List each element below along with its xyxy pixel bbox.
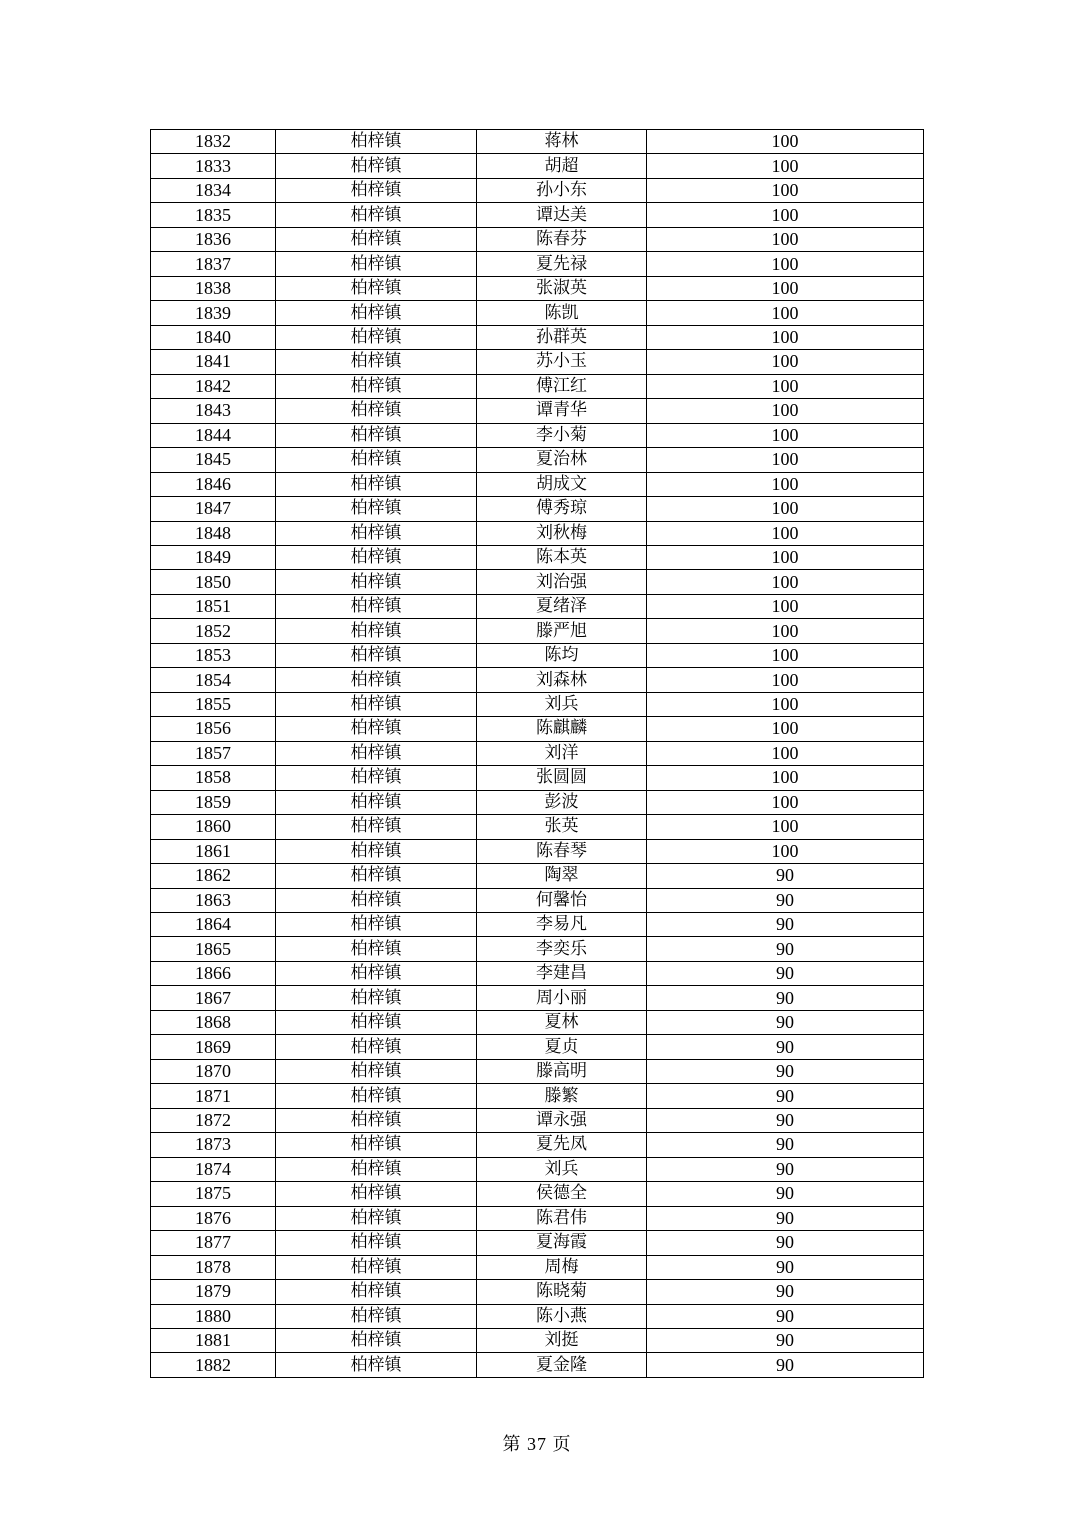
row-number-cell: 1841 (151, 350, 276, 374)
row-number-cell: 1840 (151, 325, 276, 349)
name-cell: 陈本英 (477, 545, 647, 569)
row-number-cell: 1874 (151, 1157, 276, 1181)
row-number-cell: 1859 (151, 790, 276, 814)
row-number-cell: 1832 (151, 130, 276, 154)
name-cell: 李建昌 (477, 961, 647, 985)
town-cell: 柏梓镇 (276, 1108, 477, 1132)
row-number-cell: 1849 (151, 545, 276, 569)
amount-cell: 100 (647, 301, 924, 325)
row-number-cell: 1865 (151, 937, 276, 961)
table-row (151, 815, 924, 839)
name-cell: 李小菊 (477, 423, 647, 447)
name-cell: 夏先凤 (477, 1133, 647, 1157)
table-row (151, 741, 924, 765)
town-cell: 柏梓镇 (276, 497, 477, 521)
row-number-cell: 1868 (151, 1010, 276, 1034)
town-cell: 柏梓镇 (276, 594, 477, 618)
table-row (151, 1231, 924, 1255)
name-cell: 孙群英 (477, 325, 647, 349)
town-cell: 柏梓镇 (276, 766, 477, 790)
table-row (151, 1157, 924, 1181)
town-cell: 柏梓镇 (276, 1133, 477, 1157)
row-number-cell: 1872 (151, 1108, 276, 1132)
amount-cell: 100 (647, 472, 924, 496)
row-number-cell: 1882 (151, 1353, 276, 1377)
row-number-cell: 1836 (151, 227, 276, 251)
page-number: 第 37 页 (502, 1434, 572, 1454)
town-cell: 柏梓镇 (276, 178, 477, 202)
town-cell: 柏梓镇 (276, 1255, 477, 1279)
row-number-cell: 1853 (151, 643, 276, 667)
amount-cell: 100 (647, 545, 924, 569)
town-cell: 柏梓镇 (276, 913, 477, 937)
town-cell: 柏梓镇 (276, 1353, 477, 1377)
name-cell: 刘挺 (477, 1328, 647, 1352)
table-row (151, 448, 924, 472)
name-cell: 刘秋梅 (477, 521, 647, 545)
amount-cell: 100 (647, 399, 924, 423)
table-row (151, 619, 924, 643)
table-row (151, 717, 924, 741)
amount-cell: 90 (647, 1059, 924, 1083)
row-number-cell: 1879 (151, 1280, 276, 1304)
name-cell: 傅江红 (477, 374, 647, 398)
amount-cell: 90 (647, 888, 924, 912)
table-row (151, 227, 924, 251)
amount-cell: 90 (647, 1206, 924, 1230)
table-row (151, 545, 924, 569)
town-cell: 柏梓镇 (276, 692, 477, 716)
amount-cell: 90 (647, 937, 924, 961)
table-row (151, 1280, 924, 1304)
amount-cell: 90 (647, 1010, 924, 1034)
town-cell: 柏梓镇 (276, 864, 477, 888)
town-cell: 柏梓镇 (276, 1010, 477, 1034)
town-cell: 柏梓镇 (276, 227, 477, 251)
row-number-cell: 1871 (151, 1084, 276, 1108)
row-number-cell: 1870 (151, 1059, 276, 1083)
row-number-cell: 1838 (151, 276, 276, 300)
table-row (151, 178, 924, 202)
row-number-cell: 1852 (151, 619, 276, 643)
row-number-cell: 1867 (151, 986, 276, 1010)
table-row (151, 1304, 924, 1328)
row-number-cell: 1847 (151, 497, 276, 521)
row-number-cell: 1833 (151, 154, 276, 178)
amount-cell: 100 (647, 790, 924, 814)
town-cell: 柏梓镇 (276, 130, 477, 154)
town-cell: 柏梓镇 (276, 1182, 477, 1206)
amount-cell: 90 (647, 1084, 924, 1108)
row-number-cell: 1877 (151, 1231, 276, 1255)
row-number-cell: 1843 (151, 399, 276, 423)
name-cell: 刘兵 (477, 692, 647, 716)
row-number-cell: 1856 (151, 717, 276, 741)
table-row (151, 130, 924, 154)
town-cell: 柏梓镇 (276, 717, 477, 741)
name-cell: 陈晓菊 (477, 1280, 647, 1304)
row-number-cell: 1846 (151, 472, 276, 496)
roster-table-body (151, 130, 924, 1378)
name-cell: 陈麒麟 (477, 717, 647, 741)
amount-cell: 90 (647, 864, 924, 888)
town-cell: 柏梓镇 (276, 1059, 477, 1083)
amount-cell: 100 (647, 717, 924, 741)
name-cell: 夏林 (477, 1010, 647, 1034)
table-row (151, 790, 924, 814)
name-cell: 侯德全 (477, 1182, 647, 1206)
amount-cell: 90 (647, 1304, 924, 1328)
amount-cell: 90 (647, 1255, 924, 1279)
table-row (151, 1206, 924, 1230)
amount-cell: 100 (647, 741, 924, 765)
name-cell: 孙小东 (477, 178, 647, 202)
town-cell: 柏梓镇 (276, 1035, 477, 1059)
name-cell: 夏绪泽 (477, 594, 647, 618)
amount-cell: 100 (647, 815, 924, 839)
amount-cell: 90 (647, 986, 924, 1010)
table-row (151, 301, 924, 325)
table-row (151, 570, 924, 594)
name-cell: 刘洋 (477, 741, 647, 765)
name-cell: 胡成文 (477, 472, 647, 496)
amount-cell: 100 (647, 130, 924, 154)
row-number-cell: 1851 (151, 594, 276, 618)
table-row (151, 350, 924, 374)
table-row (151, 325, 924, 349)
town-cell: 柏梓镇 (276, 276, 477, 300)
amount-cell: 100 (647, 668, 924, 692)
town-cell: 柏梓镇 (276, 1231, 477, 1255)
amount-cell: 90 (647, 1328, 924, 1352)
name-cell: 何馨怡 (477, 888, 647, 912)
row-number-cell: 1878 (151, 1255, 276, 1279)
row-number-cell: 1837 (151, 252, 276, 276)
town-cell: 柏梓镇 (276, 937, 477, 961)
amount-cell: 100 (647, 154, 924, 178)
table-row (151, 1182, 924, 1206)
table-row (151, 937, 924, 961)
name-cell: 陈凯 (477, 301, 647, 325)
town-cell: 柏梓镇 (276, 815, 477, 839)
amount-cell: 90 (647, 1231, 924, 1255)
table-row (151, 521, 924, 545)
name-cell: 胡超 (477, 154, 647, 178)
town-cell: 柏梓镇 (276, 472, 477, 496)
town-cell: 柏梓镇 (276, 154, 477, 178)
name-cell: 陈春芬 (477, 227, 647, 251)
table-row (151, 643, 924, 667)
name-cell: 夏海霞 (477, 1231, 647, 1255)
name-cell: 滕繁 (477, 1084, 647, 1108)
table-row (151, 1035, 924, 1059)
town-cell: 柏梓镇 (276, 741, 477, 765)
town-cell: 柏梓镇 (276, 668, 477, 692)
name-cell: 滕严旭 (477, 619, 647, 643)
amount-cell: 100 (647, 497, 924, 521)
name-cell: 夏金隆 (477, 1353, 647, 1377)
row-number-cell: 1850 (151, 570, 276, 594)
town-cell: 柏梓镇 (276, 399, 477, 423)
name-cell: 李易凡 (477, 913, 647, 937)
table-row (151, 276, 924, 300)
row-number-cell: 1873 (151, 1133, 276, 1157)
table-row (151, 252, 924, 276)
name-cell: 谭达美 (477, 203, 647, 227)
amount-cell: 100 (647, 178, 924, 202)
name-cell: 蒋林 (477, 130, 647, 154)
table-row (151, 1010, 924, 1034)
amount-cell: 90 (647, 1108, 924, 1132)
row-number-cell: 1842 (151, 374, 276, 398)
roster-table (150, 129, 924, 1378)
amount-cell: 90 (647, 1157, 924, 1181)
town-cell: 柏梓镇 (276, 325, 477, 349)
name-cell: 夏治林 (477, 448, 647, 472)
name-cell: 刘兵 (477, 1157, 647, 1181)
table-row (151, 472, 924, 496)
table-row (151, 888, 924, 912)
amount-cell: 100 (647, 325, 924, 349)
town-cell: 柏梓镇 (276, 423, 477, 447)
amount-cell: 100 (647, 839, 924, 863)
table-row (151, 423, 924, 447)
town-cell: 柏梓镇 (276, 448, 477, 472)
town-cell: 柏梓镇 (276, 570, 477, 594)
amount-cell: 100 (647, 594, 924, 618)
table-row (151, 1059, 924, 1083)
town-cell: 柏梓镇 (276, 1328, 477, 1352)
amount-cell: 100 (647, 423, 924, 447)
name-cell: 张淑英 (477, 276, 647, 300)
table-row (151, 1108, 924, 1132)
table-row (151, 1084, 924, 1108)
town-cell: 柏梓镇 (276, 1304, 477, 1328)
amount-cell: 90 (647, 1280, 924, 1304)
name-cell: 夏贞 (477, 1035, 647, 1059)
town-cell: 柏梓镇 (276, 521, 477, 545)
table-row (151, 766, 924, 790)
name-cell: 彭波 (477, 790, 647, 814)
amount-cell: 100 (647, 374, 924, 398)
row-number-cell: 1845 (151, 448, 276, 472)
name-cell: 刘治强 (477, 570, 647, 594)
table-row (151, 913, 924, 937)
town-cell: 柏梓镇 (276, 1206, 477, 1230)
table-row (151, 986, 924, 1010)
row-number-cell: 1855 (151, 692, 276, 716)
name-cell: 谭永强 (477, 1108, 647, 1132)
town-cell: 柏梓镇 (276, 301, 477, 325)
table-row (151, 497, 924, 521)
amount-cell: 90 (647, 913, 924, 937)
town-cell: 柏梓镇 (276, 1280, 477, 1304)
row-number-cell: 1869 (151, 1035, 276, 1059)
row-number-cell: 1860 (151, 815, 276, 839)
table-row (151, 1328, 924, 1352)
table-row (151, 594, 924, 618)
table-row (151, 668, 924, 692)
amount-cell: 90 (647, 1133, 924, 1157)
row-number-cell: 1880 (151, 1304, 276, 1328)
town-cell: 柏梓镇 (276, 350, 477, 374)
town-cell: 柏梓镇 (276, 1084, 477, 1108)
table-row (151, 864, 924, 888)
town-cell: 柏梓镇 (276, 790, 477, 814)
name-cell: 陈均 (477, 643, 647, 667)
row-number-cell: 1863 (151, 888, 276, 912)
row-number-cell: 1835 (151, 203, 276, 227)
name-cell: 张英 (477, 815, 647, 839)
row-number-cell: 1848 (151, 521, 276, 545)
town-cell: 柏梓镇 (276, 203, 477, 227)
row-number-cell: 1875 (151, 1182, 276, 1206)
town-cell: 柏梓镇 (276, 1157, 477, 1181)
table-row (151, 692, 924, 716)
row-number-cell: 1857 (151, 741, 276, 765)
amount-cell: 100 (647, 521, 924, 545)
amount-cell: 100 (647, 252, 924, 276)
amount-cell: 100 (647, 619, 924, 643)
town-cell: 柏梓镇 (276, 888, 477, 912)
name-cell: 傅秀琼 (477, 497, 647, 521)
row-number-cell: 1861 (151, 839, 276, 863)
amount-cell: 100 (647, 227, 924, 251)
name-cell: 夏先禄 (477, 252, 647, 276)
row-number-cell: 1862 (151, 864, 276, 888)
table-row (151, 1255, 924, 1279)
town-cell: 柏梓镇 (276, 619, 477, 643)
name-cell: 陈君伟 (477, 1206, 647, 1230)
row-number-cell: 1858 (151, 766, 276, 790)
town-cell: 柏梓镇 (276, 961, 477, 985)
row-number-cell: 1866 (151, 961, 276, 985)
name-cell: 李奕乐 (477, 937, 647, 961)
name-cell: 周小丽 (477, 986, 647, 1010)
row-number-cell: 1839 (151, 301, 276, 325)
amount-cell: 90 (647, 1182, 924, 1206)
name-cell: 谭青华 (477, 399, 647, 423)
amount-cell: 90 (647, 1353, 924, 1377)
name-cell: 周梅 (477, 1255, 647, 1279)
name-cell: 苏小玉 (477, 350, 647, 374)
table-row (151, 154, 924, 178)
name-cell: 陶翠 (477, 864, 647, 888)
town-cell: 柏梓镇 (276, 986, 477, 1010)
row-number-cell: 1864 (151, 913, 276, 937)
table-row (151, 1353, 924, 1377)
name-cell: 刘森林 (477, 668, 647, 692)
table-row (151, 374, 924, 398)
amount-cell: 100 (647, 766, 924, 790)
town-cell: 柏梓镇 (276, 839, 477, 863)
row-number-cell: 1844 (151, 423, 276, 447)
town-cell: 柏梓镇 (276, 252, 477, 276)
table-row (151, 961, 924, 985)
row-number-cell: 1876 (151, 1206, 276, 1230)
amount-cell: 90 (647, 961, 924, 985)
row-number-cell: 1834 (151, 178, 276, 202)
amount-cell: 100 (647, 203, 924, 227)
amount-cell: 100 (647, 350, 924, 374)
table-row (151, 1133, 924, 1157)
name-cell: 陈春琴 (477, 839, 647, 863)
amount-cell: 100 (647, 276, 924, 300)
row-number-cell: 1854 (151, 668, 276, 692)
amount-cell: 100 (647, 643, 924, 667)
table-row (151, 203, 924, 227)
table-row (151, 839, 924, 863)
name-cell: 陈小燕 (477, 1304, 647, 1328)
name-cell: 张圆圆 (477, 766, 647, 790)
amount-cell: 100 (647, 448, 924, 472)
amount-cell: 100 (647, 692, 924, 716)
town-cell: 柏梓镇 (276, 643, 477, 667)
town-cell: 柏梓镇 (276, 545, 477, 569)
table-row (151, 399, 924, 423)
town-cell: 柏梓镇 (276, 374, 477, 398)
amount-cell: 100 (647, 570, 924, 594)
name-cell: 滕高明 (477, 1059, 647, 1083)
amount-cell: 90 (647, 1035, 924, 1059)
row-number-cell: 1881 (151, 1328, 276, 1352)
